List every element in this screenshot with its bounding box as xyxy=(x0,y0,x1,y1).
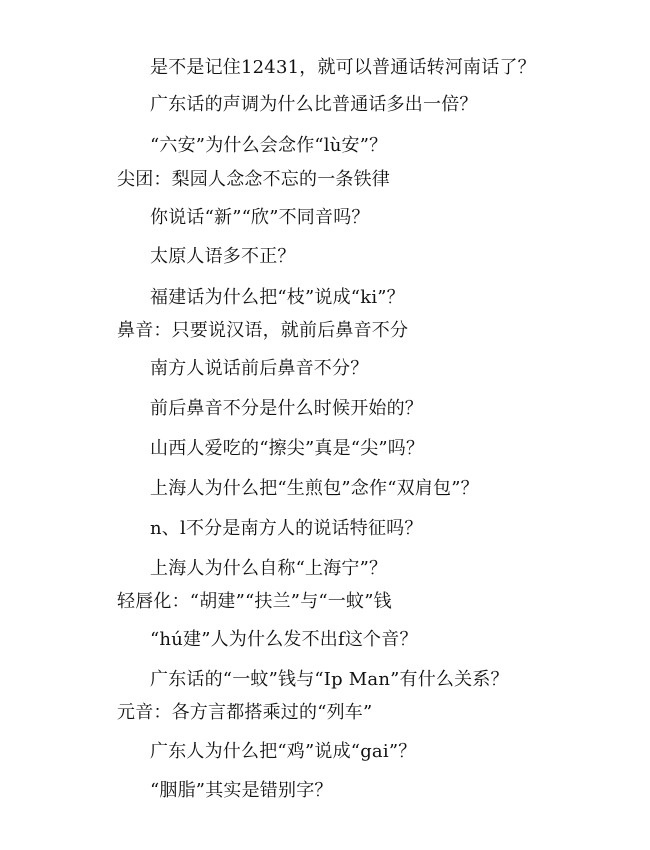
toc-entry: 前后鼻音不分是什么时候开始的？ xyxy=(150,398,423,419)
toc-heading: 元音：各方言都搭乘过的“列车” xyxy=(117,702,373,723)
toc-entry: “六安”为什么会念作“lù安”？ xyxy=(150,135,388,156)
toc-entry: 福建话为什么把“枝”说成“ki”？ xyxy=(150,287,405,308)
toc-entry: 广东话的“一蚊”钱与“Ip Man”有什么关系？ xyxy=(150,669,509,690)
toc-entry: 广东人为什么把“鸡”说成“gai”？ xyxy=(150,741,417,762)
toc-entry: “hú建”人为什么发不出f这个音？ xyxy=(150,629,418,650)
toc-entry: 是不是记住12431，就可以普通话转河南话了？ xyxy=(150,57,536,78)
toc-entry: 上海人为什么自称“上海宁”？ xyxy=(150,558,388,579)
toc-heading: 轻唇化：“胡建”“扶兰”与“一蚊”钱 xyxy=(117,591,392,612)
toc-entry: 你说话“新”“欣”不同音吗？ xyxy=(150,207,370,228)
toc-entry: “胭脂”其实是错别字？ xyxy=(150,780,333,801)
toc-entry: 南方人说话前后鼻音不分？ xyxy=(150,358,369,379)
toc-entry: 山西人爱吃的“擦尖”真是“尖”吗？ xyxy=(150,438,425,459)
toc-entry: 太原人语多不正？ xyxy=(150,246,296,267)
toc-entry: 广东话的声调为什么比普通话多出一倍？ xyxy=(150,94,478,115)
toc-entry: 上海人为什么把“生煎包”念作“双肩包”？ xyxy=(150,478,479,499)
toc-entry: n、l不分是南方人的说话特征吗？ xyxy=(150,518,423,539)
toc-heading: 尖团：梨园人念念不忘的一条铁律 xyxy=(117,169,390,190)
toc-heading: 鼻音：只要说汉语，就前后鼻音不分 xyxy=(117,320,409,341)
